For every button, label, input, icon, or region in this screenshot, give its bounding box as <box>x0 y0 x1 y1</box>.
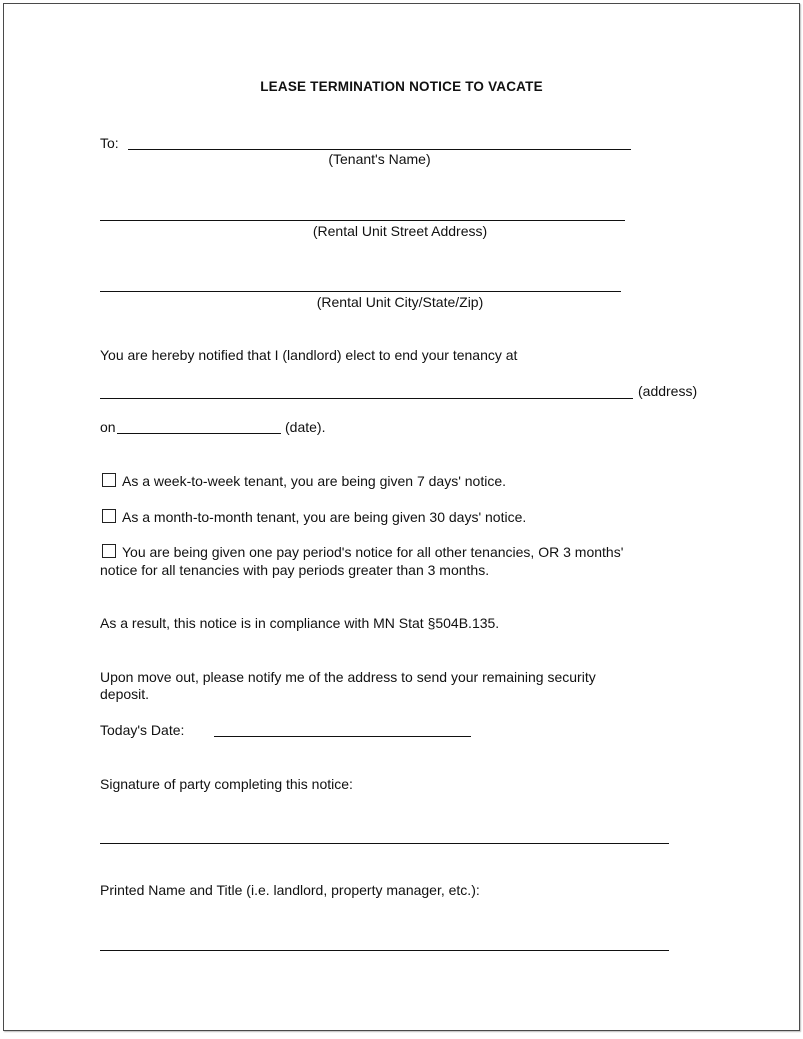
printed-name-field[interactable] <box>100 929 669 949</box>
street-address-caption: (Rental Unit Street Address) <box>312 223 488 239</box>
week-to-week-option-text: As a week-to-week tenant, you are being given 7 days' notice. <box>122 473 507 489</box>
tenant-name-field[interactable] <box>128 130 631 150</box>
signature-line <box>100 843 669 844</box>
move-out-text-line1: Upon move out, please notify me of the address to send your remaining security <box>100 669 596 685</box>
on-label: on <box>100 419 116 435</box>
pay-period-option-text-line2: notice for all tenancies with pay periods greater than 3 months. <box>100 562 490 578</box>
address-field[interactable] <box>100 379 633 399</box>
move-out-text-line2: deposit. <box>100 686 150 702</box>
date-field[interactable] <box>117 414 281 434</box>
city-state-zip-field[interactable] <box>100 272 621 292</box>
city-state-zip-caption: (Rental Unit City/State/Zip) <box>316 294 484 310</box>
to-label: To: <box>100 135 119 151</box>
todays-date-field[interactable] <box>214 717 471 737</box>
date-suffix: (date). <box>285 419 326 435</box>
document-title: LEASE TERMINATION NOTICE TO VACATE <box>260 79 543 94</box>
signature-label: Signature of party completing this notice: <box>100 776 353 792</box>
printed-name-label: Printed Name and Title (i.e. landlord, property manager, etc.): <box>100 882 480 898</box>
todays-date-label: Today's Date: <box>100 722 185 738</box>
notice-intro-text: You are hereby notified that I (landlord) elect to end your tenancy at <box>100 347 518 363</box>
signature-field[interactable] <box>100 822 669 842</box>
address-suffix: (address) <box>638 383 698 399</box>
printed-name-line <box>100 950 669 951</box>
tenant-name-caption: (Tenant's Name) <box>328 151 431 167</box>
compliance-text: As a result, this notice is in compliance with MN Stat §504B.135. <box>100 615 500 631</box>
pay-period-checkbox[interactable] <box>102 544 116 558</box>
street-address-field[interactable] <box>100 201 625 221</box>
month-to-month-checkbox[interactable] <box>102 509 116 523</box>
pay-period-option-text-line1: You are being given one pay period's notice for all other tenancies, OR 3 months' <box>122 544 624 560</box>
document-page <box>3 3 800 1031</box>
month-to-month-option-text: As a month-to-month tenant, you are being given 30 days' notice. <box>122 509 527 525</box>
week-to-week-checkbox[interactable] <box>102 473 116 487</box>
